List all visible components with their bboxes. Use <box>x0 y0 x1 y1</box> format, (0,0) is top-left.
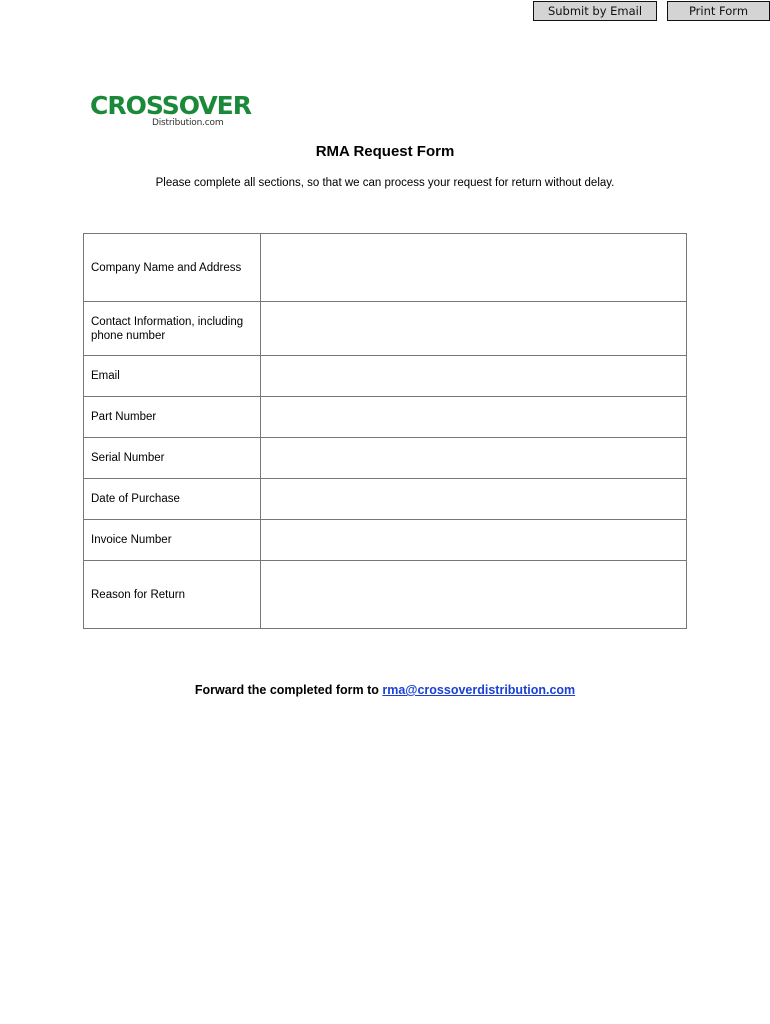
logo-sub-text: Distribution.com <box>152 118 224 128</box>
serial-number-label: Serial Number <box>84 438 261 479</box>
page-subtitle: Please complete all sections, so that we can process your request for return without delay. <box>155 177 615 189</box>
table-row <box>84 234 687 302</box>
table-row <box>84 302 687 356</box>
table-row <box>84 356 687 397</box>
part-number-field[interactable] <box>260 397 686 438</box>
crossover-logo <box>90 91 251 132</box>
rma-email-link[interactable]: rma@crossoverdistribution.com <box>382 683 576 697</box>
contact-information-label: Contact Information, including phone number <box>84 302 261 356</box>
email-label: Email <box>84 356 261 397</box>
company-name-address-field[interactable] <box>260 234 686 302</box>
date-of-purchase-field[interactable] <box>260 479 686 520</box>
forward-text: Forward the completed form to <box>194 683 383 697</box>
reason-for-return-field[interactable] <box>260 561 686 629</box>
part-number-label: Part Number <box>84 397 261 438</box>
invoice-number-label: Invoice Number <box>84 520 261 561</box>
serial-number-field[interactable] <box>260 438 686 479</box>
table-row <box>84 520 687 561</box>
page-title: RMA Request Form <box>315 143 455 160</box>
date-of-purchase-label: Date of Purchase <box>84 479 261 520</box>
table-row <box>84 479 687 520</box>
reason-for-return-label: Reason for Return <box>84 561 261 629</box>
submit-by-email-button[interactable]: Submit by Email <box>533 1 657 21</box>
table-row <box>84 438 687 479</box>
invoice-number-field[interactable] <box>260 520 686 561</box>
forward-instruction <box>0 683 770 697</box>
email-field[interactable] <box>260 356 686 397</box>
rma-form-table <box>83 233 687 629</box>
table-row <box>84 561 687 629</box>
logo-main-text: CROSSOVER <box>90 91 251 120</box>
table-row <box>84 397 687 438</box>
contact-information-field[interactable] <box>260 302 686 356</box>
print-form-button[interactable]: Print Form <box>667 1 770 21</box>
company-name-address-label: Company Name and Address <box>84 234 261 302</box>
